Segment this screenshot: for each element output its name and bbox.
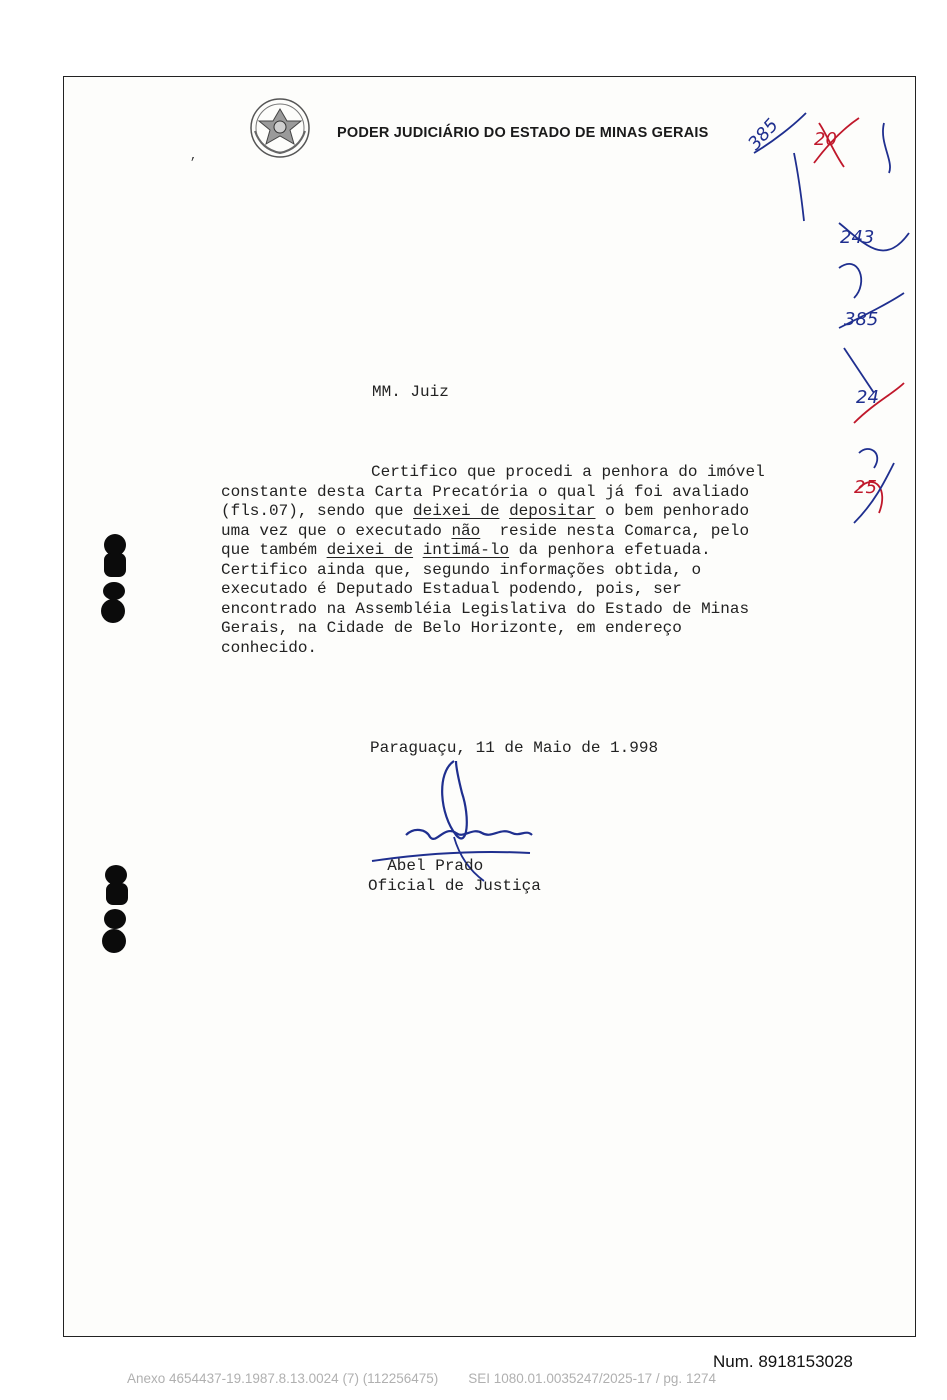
paragraph-line: conhecido. <box>221 638 318 657</box>
salutation: MM. Juiz <box>372 383 449 401</box>
paragraph-line: Certifico ainda que, segundo informações obtida, o <box>221 560 702 579</box>
punch-hole-mark <box>98 863 134 959</box>
stray-mark: , <box>190 149 198 163</box>
signer-role: Oficial de Justiça <box>368 876 541 895</box>
paragraph-line: uma vez que o executado não reside nesta Comarca, pelo <box>221 521 750 540</box>
paragraph-line: que também deixei de intimá-lo da penhora efetuada. <box>221 541 711 559</box>
punch-hole-mark <box>96 531 132 627</box>
margin-number: 385 <box>744 114 783 155</box>
annex-reference: Anexo 4654437-19.1987.8.13.0024 (7) (112256475) SEI 1080.01.0035247/2025-17 / pg. 1274 <box>127 1371 716 1386</box>
paragraph-line: Gerais, na Cidade de Belo Horizonte, em endereço <box>221 619 682 637</box>
signer-block <box>368 857 541 896</box>
place-date: Paraguaçu, 11 de Maio de 1.998 <box>370 739 659 757</box>
document-number: Num. 8918153028 <box>713 1352 853 1371</box>
margin-annotations <box>744 93 914 533</box>
paragraph-line: constante desta Carta Precatória o qual já foi avaliado <box>221 482 750 501</box>
margin-number: 20 <box>814 129 837 150</box>
margin-number: 385 <box>844 309 879 330</box>
court-header-title: PODER JUDICIÁRIO DO ESTADO DE MINAS GERAIS <box>337 125 709 141</box>
document-page <box>63 76 916 1337</box>
margin-number: 25 <box>854 477 877 498</box>
margin-number: 24 <box>856 387 879 408</box>
minas-gerais-coat-of-arms-icon <box>249 97 311 159</box>
paragraph-line: (fls.07), sendo que deixei de depositar o bem penhorado <box>221 502 750 520</box>
paragraph-line: encontrado na Assembléia Legislativa do Estado de Minas <box>221 599 750 618</box>
paragraph-line: Certifico que procedi a penhora do imóvel <box>371 463 765 481</box>
certificate-paragraph <box>221 463 809 658</box>
paragraph-line: executado é Deputado Estadual podendo, pois, ser <box>221 580 682 598</box>
signer-name: Abel Prado <box>387 857 484 875</box>
margin-number: 243 <box>840 227 875 248</box>
